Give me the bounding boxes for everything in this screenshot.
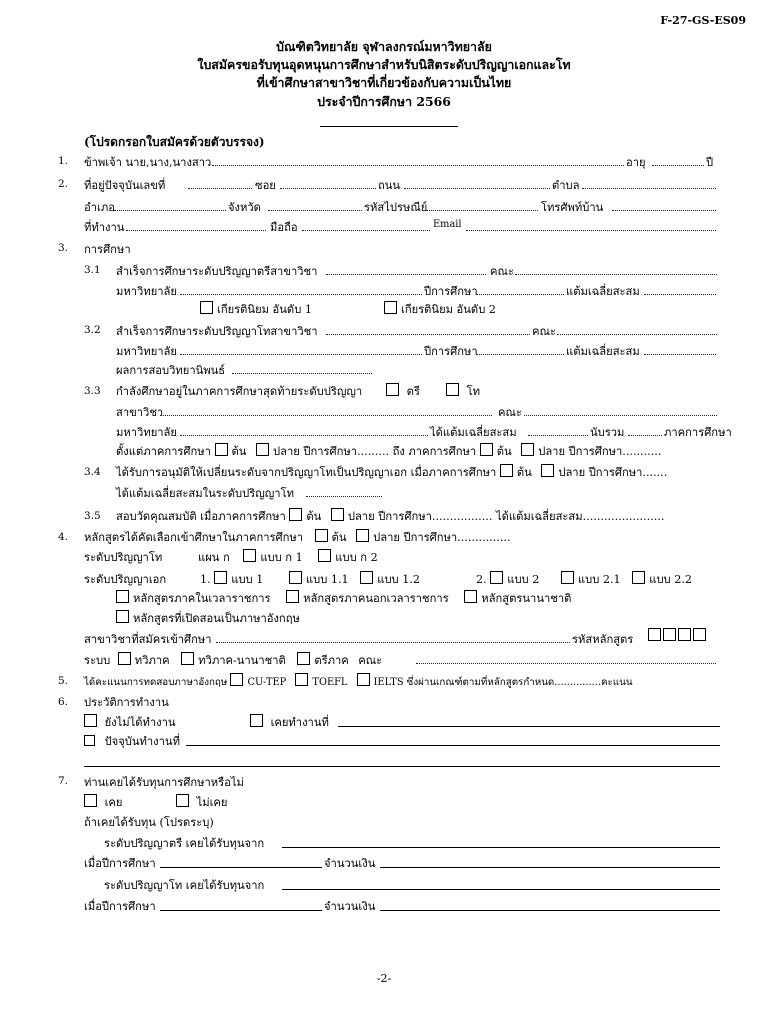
q4-major-label: สาขาวิชาที่สมัครเข้าศึกษา <box>84 633 212 646</box>
q3-1-honor2-option[interactable] <box>384 300 496 318</box>
q3-1-gpa-label: แต้มเฉลี่ยสะสม <box>566 285 640 298</box>
q3-4-first-checkbox[interactable] <box>500 464 513 477</box>
q7-no-checkbox[interactable] <box>176 794 189 807</box>
q3-2-thesis-field[interactable] <box>232 373 372 374</box>
q2-workplace-label: ที่ทำงาน <box>84 221 125 234</box>
q2-mobile-label: มือถือ <box>270 221 298 234</box>
q6-extra-line[interactable] <box>84 766 720 767</box>
q4-t21-checkbox[interactable] <box>561 571 574 584</box>
header-line-2: ใบสมัครขอรับทุนอุดหนุนการศึกษาสำหรับนิสิตระดับปริญญาเอกและโท <box>197 57 571 72</box>
q7-master-amount-field[interactable] <box>380 910 720 911</box>
q2-soi-label: ซอย <box>255 179 276 192</box>
q5-label: ได้คะแนนการทดสอบภาษาอังกฤษ <box>84 677 228 688</box>
q5-ielts-text: IELTS <box>373 677 404 688</box>
q3-3-faculty-field[interactable] <box>524 415 717 416</box>
q3-3-number: 3.3 <box>84 385 101 397</box>
q2-address-label: ที่อยู่ปัจจุบันเลขที่ <box>84 179 166 192</box>
q3-3-since-second-text: ปลาย <box>273 445 300 458</box>
q3-3-to-first-checkbox[interactable] <box>480 443 493 456</box>
q4-semester-intl-text: ทวิภาค-นานาชาติ <box>198 654 286 667</box>
q6-current-checkbox[interactable] <box>84 735 95 746</box>
q3-4-gpa-field[interactable] <box>306 496 382 497</box>
q3-1-gpa-field[interactable] <box>644 294 716 295</box>
q4-doctoral-label: ระดับปริญญาเอก <box>84 573 167 586</box>
q4-semester-text: ทวิภาค <box>134 654 170 667</box>
q5-number: 5. <box>58 675 69 687</box>
q4-english-text: หลักสูตรที่เปิดสอนเป็นภาษาอังกฤษ <box>133 612 300 625</box>
q3-5-number: 3.5 <box>84 510 101 522</box>
q1-name-label: ข้าพเจ้า นาย,นาง,นางสาว <box>84 156 212 169</box>
q7-bachelor-amount-field[interactable] <box>380 867 720 868</box>
q4-major-field[interactable] <box>216 642 570 643</box>
q5-toefl-checkbox[interactable] <box>295 673 308 686</box>
q3-3-university-label: มหาวิทยาลัย <box>116 426 177 439</box>
q4-t22-text: แบบ 2.2 <box>649 573 692 586</box>
q4-t22-checkbox[interactable] <box>632 571 645 584</box>
q6-number: 6. <box>58 696 69 708</box>
q3-3-since-first-text: ต้น <box>231 445 247 458</box>
q3-3-to-second-text: ปลาย <box>538 445 566 458</box>
q3-4-year-label: ปีการศึกษา <box>588 466 643 479</box>
header-line-1: บัณฑิตวิทยาลัย จุฬาลงกรณ์มหาวิทยาลัย <box>276 39 492 54</box>
q3-1-faculty-field[interactable] <box>515 274 717 275</box>
q3-1-honor2-text: เกียรตินิยม อันดับ 2 <box>401 303 496 316</box>
q3-2-major-field[interactable] <box>326 334 530 335</box>
q4-a1-text: แบบ ก 1 <box>260 551 303 564</box>
q2-postcode-field[interactable] <box>426 210 538 211</box>
q4-doctoral-type1 <box>200 570 420 588</box>
q4-semester-checkbox[interactable] <box>118 652 131 665</box>
q3-3-to-second-checkbox[interactable] <box>521 443 534 456</box>
q4-english-checkbox[interactable] <box>116 610 129 623</box>
q4-system-row <box>84 651 382 669</box>
q4-special-checkbox[interactable] <box>286 590 299 603</box>
q3-2-faculty-label: คณะ <box>532 325 556 338</box>
q3-3-gpa-field[interactable] <box>528 435 588 436</box>
q4-program-types <box>116 589 571 607</box>
q6-past-checkbox[interactable] <box>250 714 263 727</box>
q3-5-second-text: ปลาย <box>347 510 375 523</box>
q3-3-credits-field[interactable] <box>628 435 662 436</box>
q2-mobile-field[interactable] <box>302 230 430 231</box>
q6-none-checkbox[interactable] <box>84 714 97 727</box>
q3-5-label: สอบวัดคุณสมบัติ เมื่อภาคการศึกษา <box>116 510 286 523</box>
q4-t1-text: แบบ 1 <box>231 573 264 586</box>
q3-3-since-row: ตั้งแต่ภาคการศึกษา ต้น ปลาย ปีการศึกษา......... ถึง ภาคการศึกษา ต้น ปลาย ปีการศึกษา........... <box>116 445 662 458</box>
q3-5-first-text: ต้น <box>306 510 322 523</box>
q3-3-major-label: สาขาวิชา <box>116 406 164 419</box>
q7-master-year-label: เมื่อปีการศึกษา <box>84 900 156 913</box>
q3-4-row: ได้รับการอนุมัติให้เปลี่ยนระดับจากปริญญาโทเป็นปริญญาเอก เมื่อภาคการศึกษา ต้น ปลาย ปีการศึกษา....... <box>116 466 668 479</box>
q3-2-year-label: ปีการศึกษา <box>424 345 478 358</box>
q4-code-box-2[interactable] <box>663 628 676 641</box>
q3-number: 3. <box>58 242 69 254</box>
q4-code-box-1[interactable] <box>648 628 661 641</box>
q7-master-year-field[interactable] <box>160 910 322 911</box>
q7-yes-checkbox[interactable] <box>84 794 97 807</box>
q6-current-text: ปัจจุบันทำงานที่ <box>104 735 180 748</box>
header-divider <box>320 126 458 127</box>
q4-master-label: ระดับปริญญาโท <box>84 551 163 564</box>
q3-4-gpa-label: ได้แต้มเฉลี่ยสะสมในระดับปริญญาโท <box>116 487 294 500</box>
q4-a2-text: แบบ ก 2 <box>335 551 378 564</box>
q3-2-label: สำเร็จการศึกษาระดับปริญญาโทสาขาวิชา <box>116 325 318 338</box>
q3-3-bachelor-option[interactable] <box>386 382 420 400</box>
q6-past-option[interactable] <box>250 713 329 731</box>
q4-t12-text: แบบ 1.2 <box>377 573 420 586</box>
q3-3-to-label: ถึง ภาคการศึกษา <box>392 445 477 458</box>
q2-home-phone-label: โทรศัพท์บ้าน <box>541 201 604 214</box>
q5-ielts-checkbox[interactable] <box>357 673 370 686</box>
q4-first-text: ต้น <box>331 531 347 544</box>
q5-score-label: คะแนน <box>601 677 633 688</box>
q7-master-label: ระดับปริญญาโท เคยได้รับทุนจาก <box>104 879 265 892</box>
document-code: F-27-GS-ES09 <box>660 14 746 27</box>
q7-master-field[interactable] <box>282 889 720 890</box>
q4-label: หลักสูตรได้คัดเลือกเข้าศึกษาในภาคการศึกษา <box>84 531 304 544</box>
q4-trimester-text: ตรีภาค <box>314 654 349 667</box>
q3-1-faculty-label: คณะ <box>490 265 514 278</box>
q7-no-option[interactable] <box>176 793 227 811</box>
q4-semester-intl-checkbox[interactable] <box>181 652 194 665</box>
q4-special-text: หลักสูตรภาคนอกเวลาราชการ <box>303 592 449 605</box>
q4-trimester-checkbox[interactable] <box>297 652 310 665</box>
q3-3-semester-label: ภาคการศึกษา <box>664 426 732 439</box>
q3-1-number: 3.1 <box>84 264 101 276</box>
q3-3-master-checkbox[interactable] <box>446 383 459 396</box>
q4-second-text: ปลาย <box>373 531 400 544</box>
q4-year-label: ปีการศึกษา <box>403 531 458 544</box>
q5-toefl-text: TOEFL <box>312 677 348 688</box>
q5-row: ได้คะแนนการทดสอบภาษาอังกฤษ CU-TEP TOEFL IELTS ซึ่งผ่านเกณฑ์ตามที่หลักสูตรกำหนด...............คะแนน <box>84 673 633 690</box>
q3-3-label: กำลังศึกษาอยู่ในภาคการศึกษาสุดท้ายระดับปริญญา <box>116 385 363 398</box>
q7-yes-option[interactable] <box>84 793 122 811</box>
q7-yes-text: เคย <box>104 796 123 809</box>
q6-past-text: เคยทำงานที่ <box>270 716 329 729</box>
q4-doctoral-type2 <box>476 570 692 588</box>
q1-number: 1. <box>58 155 69 167</box>
q3-4-number: 3.4 <box>84 466 101 478</box>
q3-3-credits-label: นับรวม <box>590 426 625 439</box>
instruction-text: (โปรดกรอกใบสมัครด้วยตัวบรรจง) <box>84 135 265 149</box>
q3-2-university-label: มหาวิทยาลัย <box>116 345 177 358</box>
q2-house-no-field[interactable] <box>188 188 252 189</box>
q2-district-label: อำเภอ <box>84 201 115 214</box>
q4-t2-text: แบบ 2 <box>507 573 540 586</box>
q2-district-field[interactable] <box>114 210 226 211</box>
q4-faculty-label: คณะ <box>358 654 383 667</box>
q7-master-amount-label: จำนวนเงิน <box>324 900 376 913</box>
q1-name-field[interactable] <box>212 165 624 166</box>
q3-5-year-label: ปีการศึกษา <box>378 510 432 523</box>
q7-number: 7. <box>58 775 69 787</box>
q7-bachelor-year-field[interactable] <box>160 867 322 868</box>
q3-5-second-checkbox[interactable] <box>331 508 344 521</box>
q4-number: 4. <box>58 531 69 543</box>
q2-road-field[interactable] <box>404 188 550 189</box>
q7-bachelor-amount-label: จำนวนเงิน <box>324 857 376 870</box>
q3-1-year-field[interactable] <box>476 294 564 295</box>
q2-subdistrict-label: ตำบล <box>552 179 580 192</box>
q3-2-year-field[interactable] <box>476 354 564 355</box>
q2-workplace-field[interactable] <box>126 230 266 231</box>
q4-a1-checkbox[interactable] <box>243 549 256 562</box>
q4-t1-checkbox[interactable] <box>214 571 227 584</box>
q4-code-label: รหัสหลักสูตร <box>572 633 634 646</box>
q3-1-honor1-option[interactable] <box>200 300 312 318</box>
q4-d1-text: 1. <box>200 573 211 586</box>
q3-1-label: สำเร็จการศึกษาระดับปริญญาตรีสาขาวิชา <box>116 265 318 278</box>
q4-code-box-3[interactable] <box>678 628 691 641</box>
q2-province-field[interactable] <box>268 210 362 211</box>
q4-intl-checkbox[interactable] <box>464 590 477 603</box>
q2-province-label: จังหวัด <box>228 201 261 214</box>
q1-age-field[interactable] <box>652 165 704 166</box>
q5-cutep-checkbox[interactable] <box>230 673 243 686</box>
q3-3-gpa-label: ได้แต้มเฉลี่ยสะสม <box>430 426 517 439</box>
q3-1-university-field[interactable] <box>180 294 422 295</box>
q7-bachelor-field[interactable] <box>282 847 720 848</box>
q4-faculty-field[interactable] <box>416 663 716 664</box>
q4-t11-checkbox[interactable] <box>289 571 302 584</box>
q3-2-university-field[interactable] <box>180 354 422 355</box>
q4-t2-checkbox[interactable] <box>490 571 503 584</box>
q7-bachelor-year-label: เมื่อปีการศึกษา <box>84 857 156 870</box>
q4-t21-text: แบบ 2.1 <box>577 573 621 586</box>
q3-1-major-field[interactable] <box>326 274 486 275</box>
q4-t11-text: แบบ 1.1 <box>305 573 349 586</box>
q2-email-label: Email <box>433 219 462 230</box>
q3-4-second-text: ปลาย <box>558 466 586 479</box>
q3-1-honor1-checkbox[interactable] <box>200 301 213 314</box>
q3-3-since-label: ตั้งแต่ภาคการศึกษา <box>116 445 211 458</box>
q7-ifyes-label: ถ้าเคยได้รับทุน (โปรดระบุ) <box>84 816 214 829</box>
q7-bachelor-label: ระดับปริญญาตรี เคยได้รับทุนจาก <box>104 837 265 850</box>
q4-plan-label: แผน ก <box>198 551 230 564</box>
q3-3-university-field[interactable] <box>180 435 428 436</box>
q3-3-since-year-label: ปีการศึกษา <box>303 445 358 458</box>
q3-1-university-label: มหาวิทยาลัย <box>116 285 177 298</box>
q3-5-first-checkbox[interactable] <box>289 508 302 521</box>
q4-regular-text: หลักสูตรภาคในเวลาราชการ <box>133 592 271 605</box>
q4-t12-checkbox[interactable] <box>360 571 373 584</box>
q3-1-honor1-text: เกียรตินิยม อันดับ 1 <box>217 303 312 316</box>
q3-2-faculty-field[interactable] <box>557 334 717 335</box>
q6-current-option[interactable] <box>84 732 180 750</box>
q6-none-option[interactable] <box>84 713 176 731</box>
q4-intl-text: หลักสูตรนานาชาติ <box>481 592 572 605</box>
q3-2-gpa-field[interactable] <box>644 354 716 355</box>
q2-soi-field[interactable] <box>280 188 376 189</box>
q2-road-label: ถนน <box>378 179 401 192</box>
q1-year-unit: ปี <box>706 156 714 169</box>
q3-3-bachelor-text: ตรี <box>406 385 420 398</box>
q4-d2-text: 2. <box>476 573 487 586</box>
q4-master-plan <box>198 548 378 566</box>
q3-3-to-first-text: ต้น <box>496 445 512 458</box>
q4-first-checkbox[interactable] <box>315 529 328 542</box>
q3-5-row: สอบวัดคุณสมบัติ เมื่อภาคการศึกษา ต้น ปลาย ปีการศึกษา................. ได้แต้มเฉลี่ยสะสม....................... <box>116 510 665 523</box>
q3-4-label: ได้รับการอนุมัติให้เปลี่ยนระดับจากปริญญาโทเป็นปริญญาเอก เมื่อภาคการศึกษา <box>116 466 497 479</box>
q1-age-label: อายุ <box>626 156 646 169</box>
q3-3-major-field[interactable] <box>160 415 492 416</box>
q4-english-option[interactable] <box>116 609 300 627</box>
q3-1-year-label: ปีการศึกษา <box>424 285 478 298</box>
q4-code-box-4[interactable] <box>693 628 706 641</box>
q4-code-boxes[interactable] <box>648 628 706 643</box>
q7-no-text: ไม่เคย <box>196 796 228 809</box>
q3-5-gpa-label: ได้แต้มเฉลี่ยสะสม <box>495 510 583 523</box>
q3-2-gpa-label: แต้มเฉลี่ยสะสม <box>566 345 640 358</box>
q3-1-honor2-checkbox[interactable] <box>384 301 397 314</box>
header-line-4: ประจำปีการศึกษา 2566 <box>317 94 451 109</box>
q6-past-field[interactable] <box>338 726 720 727</box>
q4-row: หลักสูตรได้คัดเลือกเข้าศึกษาในภาคการศึกษา ต้น ปลาย ปีการศึกษา............... <box>84 531 511 544</box>
q3-4-first-text: ต้น <box>516 466 532 479</box>
q3-title: การศึกษา <box>84 243 131 256</box>
q4-second-checkbox[interactable] <box>356 529 369 542</box>
q2-subdistrict-field[interactable] <box>582 188 716 189</box>
q3-3-to-year-label: ปีการศึกษา <box>568 445 623 458</box>
q6-none-text: ยังไม่ได้ทำงาน <box>104 716 176 729</box>
q2-number: 2. <box>58 178 69 190</box>
q3-3-master-text: โท <box>466 385 480 398</box>
q5-rest-text: ซึ่งผ่านเกณฑ์ตามที่หลักสูตรกำหนด <box>406 677 555 688</box>
q4-regular-checkbox[interactable] <box>116 590 129 603</box>
header-line-3: ที่เข้าศึกษาสาขาวิชาที่เกี่ยวข้องกับความเป็นไทย <box>256 75 512 90</box>
q3-4-second-checkbox[interactable] <box>541 464 554 477</box>
q6-current-field[interactable] <box>186 745 720 746</box>
q4-system-label: ระบบ <box>84 654 111 667</box>
q2-postcode-label: รหัสไปรษณีย์ <box>364 201 428 214</box>
page-number: -2- <box>376 972 392 985</box>
q6-title: ประวัติการทำงาน <box>84 696 169 709</box>
q2-email-field[interactable] <box>466 230 716 231</box>
q3-3-faculty-label: คณะ <box>498 406 522 419</box>
q7-title: ท่านเคยได้รับทุนการศึกษาหรือไม่ <box>84 776 244 789</box>
q2-home-phone-field[interactable] <box>612 210 716 211</box>
q3-3-since-second-checkbox[interactable] <box>256 443 269 456</box>
q5-cutep-text: CU-TEP <box>247 677 287 688</box>
q3-2-thesis-label: ผลการสอบวิทยานิพนธ์ <box>116 364 226 377</box>
q3-3-bachelor-checkbox[interactable] <box>386 383 399 396</box>
q3-3-since-first-checkbox[interactable] <box>215 443 228 456</box>
q4-a2-checkbox[interactable] <box>318 549 331 562</box>
q3-2-number: 3.2 <box>84 324 101 336</box>
q3-3-master-option[interactable] <box>446 382 480 400</box>
